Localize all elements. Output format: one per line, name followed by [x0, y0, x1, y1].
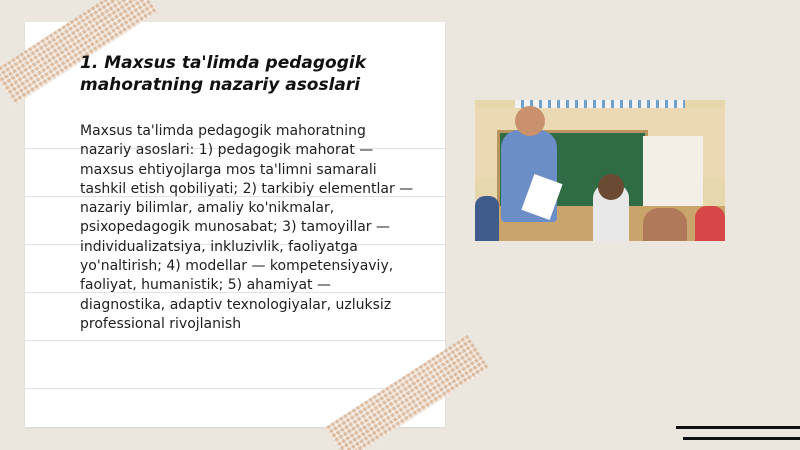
- photo-whiteboard: [643, 136, 703, 206]
- photo-student: [695, 206, 725, 241]
- paper-rule: [25, 340, 445, 341]
- slide-body-text: Maxsus ta'limda pedagogik mahoratning nazariy asoslari: 1) pedagogik mahorat — maxsus ehtiyojlarga mos ta'limni samarali tashkil etish qobiliyati; 2) tarkibiy elementlar — nazariy bilimlar, amaliy ko'nikmalar, psixopedagogik munosabat; 3) tamoyillar — individualizatsiya, inkluzivlik, faoliyatga yo'naltirish; 4) modellar — kompetensiyaviy, faoliyat, humanistik; 5) ahamiyat — diagnostika, adaptiv texnologiyalar, uzluksiz professional rivojlanish: [80, 123, 414, 332]
- decorative-line: [676, 426, 800, 429]
- photo-student-head: [598, 174, 624, 200]
- photo-teacher-head: [515, 106, 545, 136]
- decorative-line: [683, 437, 800, 440]
- photo-pennants: [515, 100, 685, 108]
- photo-student: [643, 208, 687, 241]
- slide-title: 1. Maxsus ta'limda pedagogik mahoratning nazariy asoslari: [80, 53, 367, 95]
- photo-student: [475, 196, 499, 241]
- classroom-photo: [475, 100, 725, 241]
